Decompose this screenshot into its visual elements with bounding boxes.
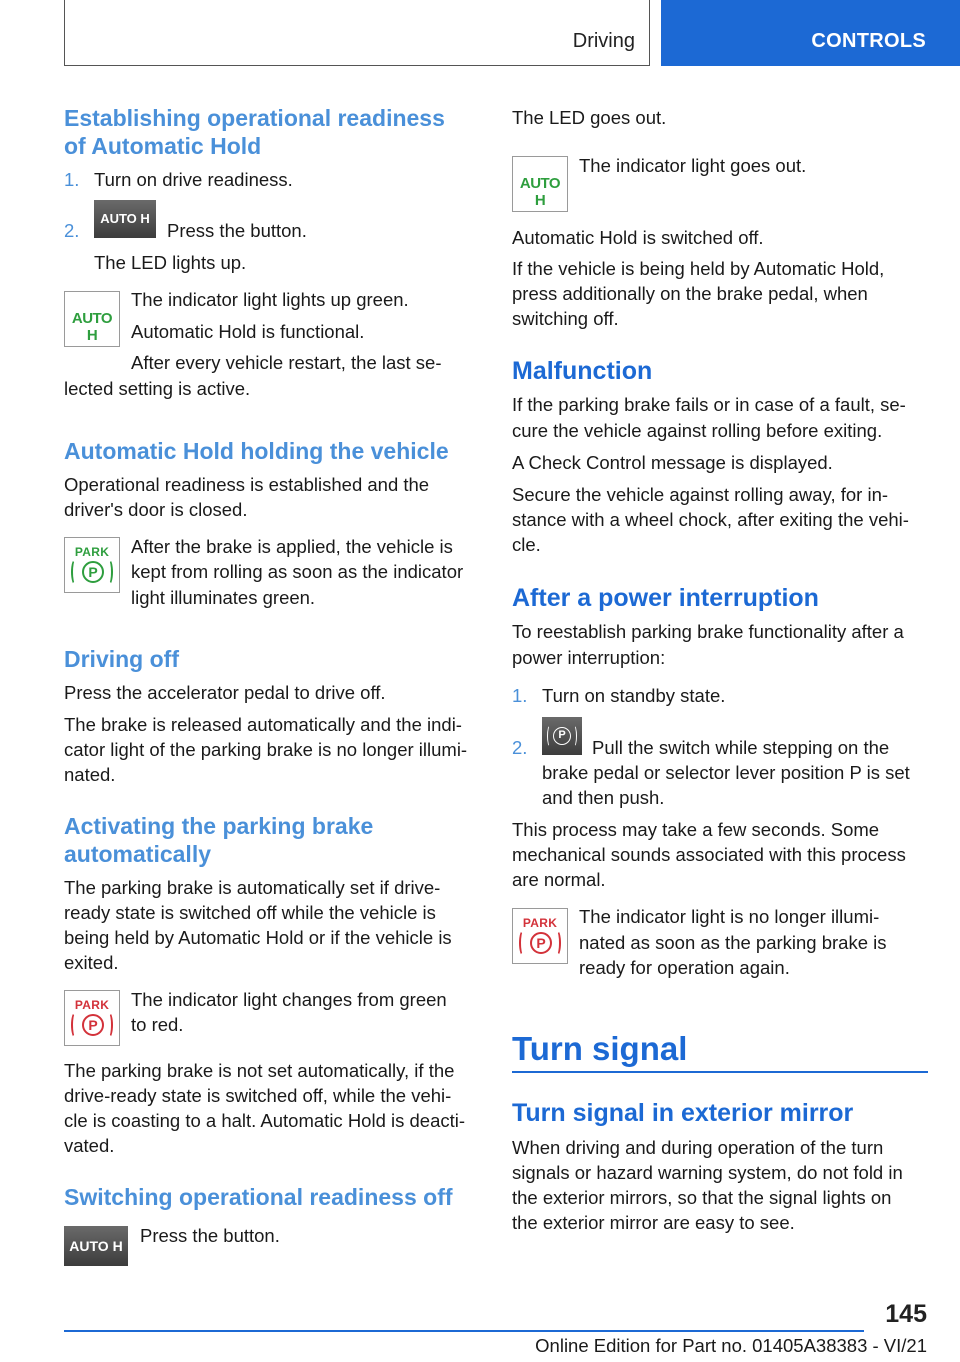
footer-divider (64, 1330, 864, 1332)
paragraph: cure the vehicle against rolling before exiting. (512, 420, 883, 441)
paragraph: switching off. (512, 308, 619, 329)
header-section-tab (64, 0, 650, 66)
indicator-text: kept from rolling as soon as the indicator (131, 561, 464, 582)
paragraph: A Check Control message is displayed. (512, 452, 833, 473)
indicator-text: The indicator light is no longer illumi- (579, 906, 880, 927)
heading-turn-signal-mirror: Turn signal in exterior mirror (512, 1099, 854, 1127)
paragraph: If the parking brake fails or in case of a fault, se- (512, 394, 906, 415)
heading-establishing-l2: of Automatic Hold (64, 133, 262, 159)
paragraph: Press the button. (140, 1225, 280, 1246)
section-divider (512, 1071, 928, 1073)
indicator-text: The indicator light changes from green (131, 989, 447, 1010)
paragraph: signals or hazard warning system, do not fold in (512, 1162, 903, 1183)
paragraph: exited. (64, 952, 119, 973)
step-text: Pull the switch while stepping on the (592, 737, 890, 758)
heading-turn-signal: Turn signal (512, 1030, 688, 1067)
step-number: 2. (64, 220, 80, 241)
indicator-text: Automatic Hold is functional. (131, 321, 365, 342)
auto-hold-button-icon: AUTO H (94, 200, 156, 238)
paragraph: driver's door is closed. (64, 499, 248, 520)
indicator-text: After the brake is applied, the vehicle is (131, 536, 453, 557)
paragraph: Automatic Hold is switched off. (512, 227, 764, 248)
paragraph: mechanical sounds associated with this process (512, 844, 906, 865)
paragraph: If the vehicle is being held by Automatic Hold, (512, 258, 885, 279)
auto-hold-button-icon: AUTO H (64, 1226, 128, 1266)
paragraph: cle. (512, 534, 541, 555)
paragraph: the exterior mirror are easy to see. (512, 1212, 795, 1233)
paragraph: cator light of the parking brake is no longer illumi- (64, 739, 468, 760)
indicator-text: The indicator light lights up green. (131, 289, 409, 310)
parking-brake-switch-icon: P (542, 717, 582, 755)
step-number: 1. (512, 685, 528, 706)
paragraph: The brake is released automatically and the indi- (64, 714, 462, 735)
header-chapter-label: CONTROLS (811, 30, 926, 52)
paragraph: Secure the vehicle against rolling away, for in- (512, 484, 889, 505)
paragraph: The parking brake is automatically set if drive- (64, 877, 441, 898)
paragraph: ready state is switched off while the vehicle is (64, 902, 436, 923)
footer-edition: Online Edition for Part no. 01405A38383 - VI/21 (535, 1335, 927, 1356)
indicator-text: The indicator light goes out. (579, 155, 807, 176)
header-chapter-tab (661, 0, 960, 66)
auto-hold-indicator-icon: AUTO H (64, 291, 120, 347)
paragraph: To reestablish parking brake functionality after a (512, 621, 904, 642)
indicator-text: to red. (131, 1014, 184, 1035)
step-text: brake pedal or selector lever position P is set (542, 762, 910, 783)
led-text: The LED lights up. (94, 252, 247, 273)
paragraph: This process may take a few seconds. Some (512, 819, 880, 840)
paragraph: the exterior mirrors, so that the signal lights on (512, 1187, 892, 1208)
heading-establishing-l1: Establishing operational readiness (64, 105, 445, 131)
indicator-text: After every vehicle restart, the last se- (131, 352, 442, 373)
heading-holding-vehicle: Automatic Hold holding the vehicle (64, 438, 449, 464)
heading-activating-l2: automatically (64, 841, 211, 867)
paragraph: When driving and during operation of the turn (512, 1137, 884, 1158)
paragraph: Operational readiness is established and the (64, 474, 430, 495)
auto-hold-indicator-icon: AUTO H (512, 156, 568, 212)
paragraph: The parking brake is not set automatically, if the (64, 1060, 455, 1081)
step-text: Turn on drive readiness. (94, 169, 293, 190)
paragraph: being held by Automatic Hold or if the vehicle is (64, 927, 452, 948)
indicator-text: nated as soon as the parking brake is (579, 932, 887, 953)
heading-power-interruption: After a power interruption (512, 584, 819, 612)
park-indicator-icon: PARK P (64, 537, 120, 593)
paragraph: Press the accelerator pedal to drive off. (64, 682, 386, 703)
paragraph: nated. (64, 764, 116, 785)
page-number: 145 (885, 1300, 927, 1328)
paragraph: power interruption: (512, 647, 666, 668)
heading-switching-off: Switching operational readiness off (64, 1184, 453, 1210)
indicator-text: light illuminates green. (131, 587, 316, 608)
step-text: Press the button. (167, 220, 307, 241)
park-indicator-red-icon: PARK P (512, 908, 568, 964)
paragraph: cle is coasting to a halt. Automatic Hold is deacti- (64, 1110, 466, 1131)
step-text: and then push. (542, 787, 665, 808)
paragraph: stance with a wheel chock, after exiting the vehi- (512, 509, 909, 530)
step-text: Turn on standby state. (542, 685, 726, 706)
step-number: 2. (512, 737, 528, 758)
paragraph: The LED goes out. (512, 107, 667, 128)
indicator-text: lected setting is active. (64, 378, 251, 399)
paragraph: press additionally on the brake pedal, when (512, 283, 868, 304)
paragraph: vated. (64, 1135, 115, 1156)
step-number: 1. (64, 169, 80, 190)
indicator-text: ready for operation again. (579, 957, 790, 978)
heading-driving-off: Driving off (64, 646, 179, 672)
paragraph: are normal. (512, 869, 606, 890)
header-section-label: Driving (572, 30, 635, 52)
park-indicator-red-icon: PARK P (64, 990, 120, 1046)
paragraph: drive-ready state is switched off, while the vehi- (64, 1085, 452, 1106)
heading-activating-l1: Activating the parking brake (64, 813, 374, 839)
heading-malfunction: Malfunction (512, 357, 653, 385)
